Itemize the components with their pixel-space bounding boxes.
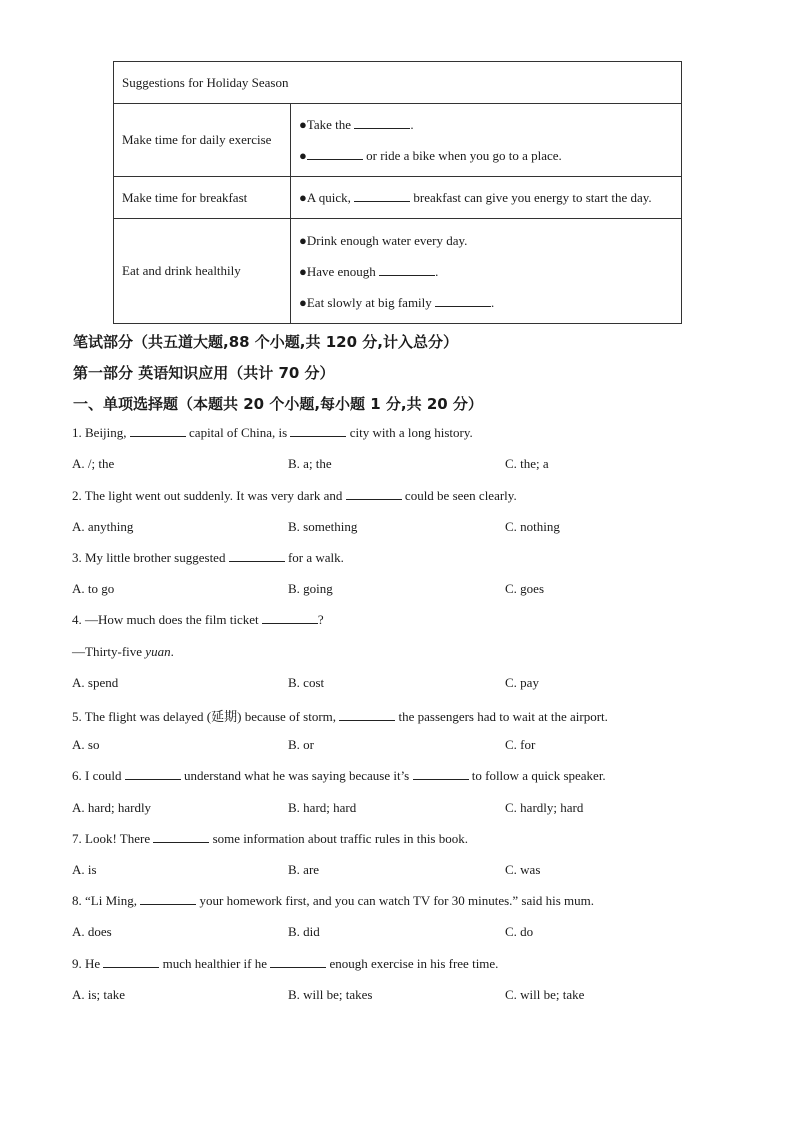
- bullet-item: ●Drink enough water every day.: [299, 232, 468, 248]
- question-2: 2. The light went out suddenly. It was very dark and could be seen clearly.: [72, 488, 517, 503]
- option-b: B. are: [288, 862, 320, 877]
- question-4-reply: —Thirty-five yuan.: [72, 644, 174, 659]
- question-6: 6. I could understand what he was saying because it’s to follow a quick speaker.: [72, 768, 606, 783]
- answer-blank: [140, 893, 196, 905]
- question-3: 3. My little brother suggested for a walk.: [72, 550, 344, 565]
- option-c: C. hardly; hard: [505, 800, 584, 815]
- table-title: Suggestions for Holiday Season: [114, 62, 682, 104]
- option-b: B. hard; hard: [288, 800, 357, 815]
- option-b: B. something: [288, 519, 358, 534]
- question-5: 5. The flight was delayed (延期) because of storm, the passengers had to wait at the airport.: [72, 709, 608, 724]
- option-a: A. spend: [72, 675, 119, 690]
- bullet-item: ●Eat slowly at big family .: [299, 294, 495, 310]
- option-a: A. so: [72, 737, 100, 752]
- option-a: A. /; the: [72, 456, 115, 471]
- suggestions-table: [113, 61, 682, 324]
- option-a: A. is; take: [72, 987, 126, 1002]
- option-a: A. anything: [72, 519, 134, 534]
- answer-blank: [229, 550, 285, 562]
- answer-blank: [153, 831, 209, 843]
- row-label: Make time for daily exercise: [114, 104, 291, 177]
- answer-blank: [354, 117, 410, 129]
- answer-blank: [379, 264, 435, 276]
- option-b: B. cost: [288, 675, 325, 690]
- option-a: A. is: [72, 862, 97, 877]
- question-1: 1. Beijing, capital of China, is city with a long history.: [72, 425, 473, 440]
- answer-blank: [413, 768, 469, 780]
- row-label: Eat and drink healthily: [114, 219, 291, 324]
- table-row: [114, 104, 682, 177]
- option-c: C. for: [505, 737, 536, 752]
- answer-blank: [354, 190, 410, 202]
- question-4: 4. —How much does the film ticket ?: [72, 612, 324, 627]
- option-a: A. does: [72, 924, 112, 939]
- answer-blank: [290, 425, 346, 437]
- bullet-item: ● or ride a bike when you go to a place.: [299, 148, 562, 163]
- option-b: B. going: [288, 581, 333, 596]
- row-content: [291, 104, 682, 177]
- answer-blank: [270, 956, 326, 968]
- answer-blank: [103, 956, 159, 968]
- question-7: 7. Look! There some information about traffic rules in this book.: [72, 831, 468, 846]
- option-a: A. hard; hardly: [72, 800, 152, 815]
- option-b: B. did: [288, 924, 320, 939]
- option-c: C. will be; take: [505, 987, 585, 1002]
- answer-blank: [130, 425, 186, 437]
- option-b: B. will be; takes: [288, 987, 373, 1002]
- question-9: 9. He much healthier if he enough exercise in his free time.: [72, 956, 499, 971]
- option-c: C. goes: [505, 581, 544, 596]
- bullet-item: ●A quick, breakfast can give you energy to start the day.: [299, 190, 652, 205]
- answer-blank: [346, 488, 402, 500]
- section-one-heading: 一、单项选择题（本题共 20 个小题,每小题 1 分,共 20 分）: [73, 395, 483, 413]
- option-c: C. pay: [505, 675, 539, 690]
- row-content: [291, 177, 682, 219]
- table-row: [114, 177, 682, 219]
- answer-blank: [435, 295, 491, 307]
- row-content: [291, 219, 682, 324]
- option-c: C. nothing: [505, 519, 560, 534]
- option-c: C. the; a: [505, 456, 549, 471]
- answer-blank: [262, 612, 318, 624]
- row-label: Make time for breakfast: [114, 177, 291, 219]
- question-8: 8. “Li Ming, your homework first, and you can watch TV for 30 minutes.” said his mum.: [72, 893, 595, 908]
- written-section-heading: 笔试部分（共五道大题,88 个小题,共 120 分,计入总分）: [73, 333, 458, 351]
- option-c: C. was: [505, 862, 541, 877]
- bullet-item: ●Take the .: [299, 117, 414, 132]
- answer-blank: [307, 148, 363, 160]
- table-title-row: [114, 62, 682, 104]
- option-a: A. to go: [72, 581, 115, 596]
- part-one-heading: 第一部分 英语知识应用（共计 70 分）: [73, 364, 335, 382]
- bullet-item: ●Have enough .: [299, 263, 439, 279]
- answer-blank: [339, 709, 395, 721]
- option-c: C. do: [505, 924, 534, 939]
- option-b: B. or: [288, 737, 314, 752]
- option-b: B. a; the: [288, 456, 332, 471]
- table-row: [114, 219, 682, 324]
- answer-blank: [125, 768, 181, 780]
